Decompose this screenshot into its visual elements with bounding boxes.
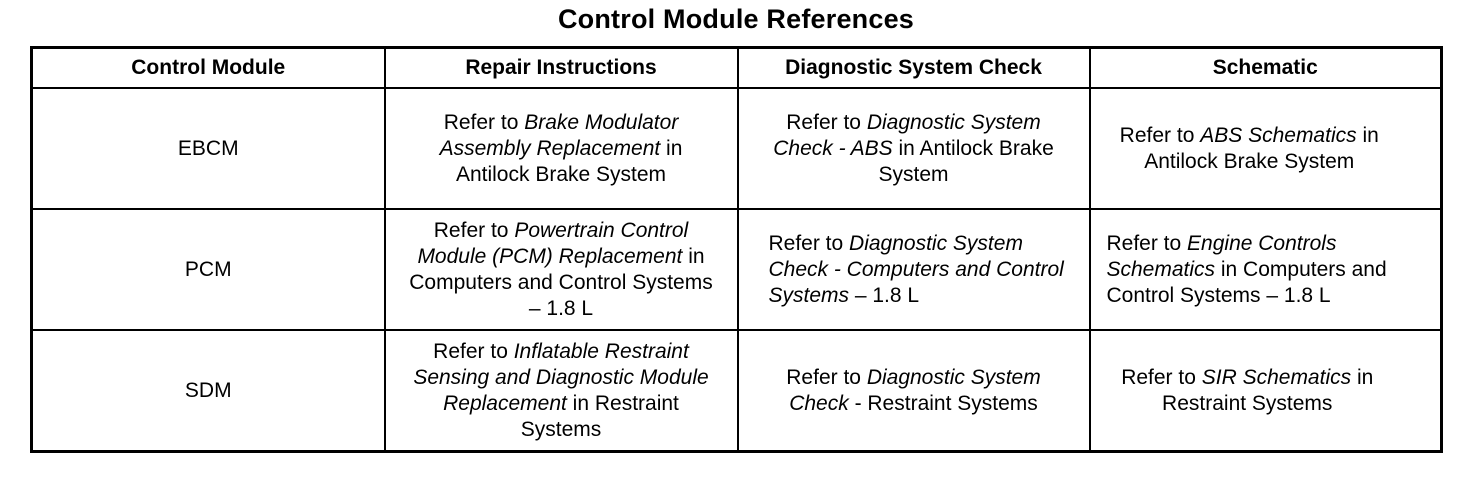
header-repair-instructions: Repair Instructions: [385, 48, 738, 89]
schematic-suffix: in Antilock Brake System: [1144, 123, 1379, 173]
repair-reference-link: Powertrain Control Module (PCM) Replacement: [417, 218, 689, 268]
cell-repair-pcm: [385, 209, 738, 330]
schematic-prefix: Refer to: [1121, 365, 1202, 389]
cell-module-ebcm: EBCM: [32, 88, 385, 209]
header-diagnostic-system-check: Diagnostic System Check: [738, 48, 1090, 89]
table-row: [32, 88, 1442, 209]
cell-module-sdm: SDM: [32, 330, 385, 452]
cell-repair-ebcm: [385, 88, 738, 209]
repair-reference-link: Inflatable Restraint Sensing and Diagnostic Module Replacement: [413, 339, 709, 415]
repair-prefix: Refer to: [433, 218, 515, 242]
cell-diagnostic-ebcm: [738, 88, 1090, 209]
cell-diagnostic-pcm: [738, 209, 1090, 330]
table-header-row: [32, 48, 1442, 89]
diagnostic-prefix: Refer to: [786, 365, 867, 389]
header-control-module: Control Module: [32, 48, 385, 89]
table-row: [32, 209, 1442, 330]
schematic-reference-link: ABS Schematics: [1200, 123, 1357, 147]
diagnostic-reference-link: Diagnostic System Check - Computers and Control Systems: [768, 231, 1064, 307]
repair-suffix: in Restraint Systems: [520, 391, 679, 441]
cell-diagnostic-sdm: [738, 330, 1090, 452]
diagnostic-suffix: – 1.8 L: [849, 283, 920, 307]
cell-schematic-ebcm: [1090, 88, 1442, 209]
diagnostic-suffix: in Antilock Brake System: [878, 136, 1054, 186]
diagnostic-prefix: Refer to: [786, 110, 867, 134]
repair-suffix: in Antilock Brake System: [455, 136, 683, 186]
schematic-prefix: Refer to: [1119, 123, 1201, 147]
diagnostic-reference-link: Diagnostic System Check - ABS: [773, 110, 1041, 160]
schematic-suffix: in Computers and Control Systems – 1.8 L: [1106, 257, 1387, 307]
schematic-reference-link: SIR Schematics: [1201, 365, 1352, 389]
repair-suffix: in Computers and Control Systems – 1.8 L: [409, 244, 713, 320]
diagnostic-suffix: - Restraint Systems: [848, 391, 1038, 415]
repair-reference-link: Brake Modulator Assembly Replacement: [439, 110, 679, 160]
cell-schematic-sdm: [1090, 330, 1442, 452]
diagnostic-prefix: Refer to: [768, 231, 850, 255]
page-title: Control Module References: [557, 4, 915, 34]
control-module-table: [30, 46, 1443, 453]
schematic-prefix: Refer to: [1106, 231, 1188, 255]
repair-prefix: Refer to: [443, 110, 525, 134]
table-row: [32, 330, 1442, 452]
diagnostic-reference-link: Diagnostic System Check: [789, 365, 1041, 415]
schematic-reference-link: Engine Controls Schematics: [1106, 231, 1337, 281]
cell-schematic-pcm: [1090, 209, 1442, 330]
header-schematic: Schematic: [1090, 48, 1442, 89]
repair-prefix: Refer to: [433, 339, 514, 363]
cell-repair-sdm: [385, 330, 738, 452]
schematic-suffix: in Restraint Systems: [1162, 365, 1374, 415]
cell-module-pcm: PCM: [32, 209, 385, 330]
